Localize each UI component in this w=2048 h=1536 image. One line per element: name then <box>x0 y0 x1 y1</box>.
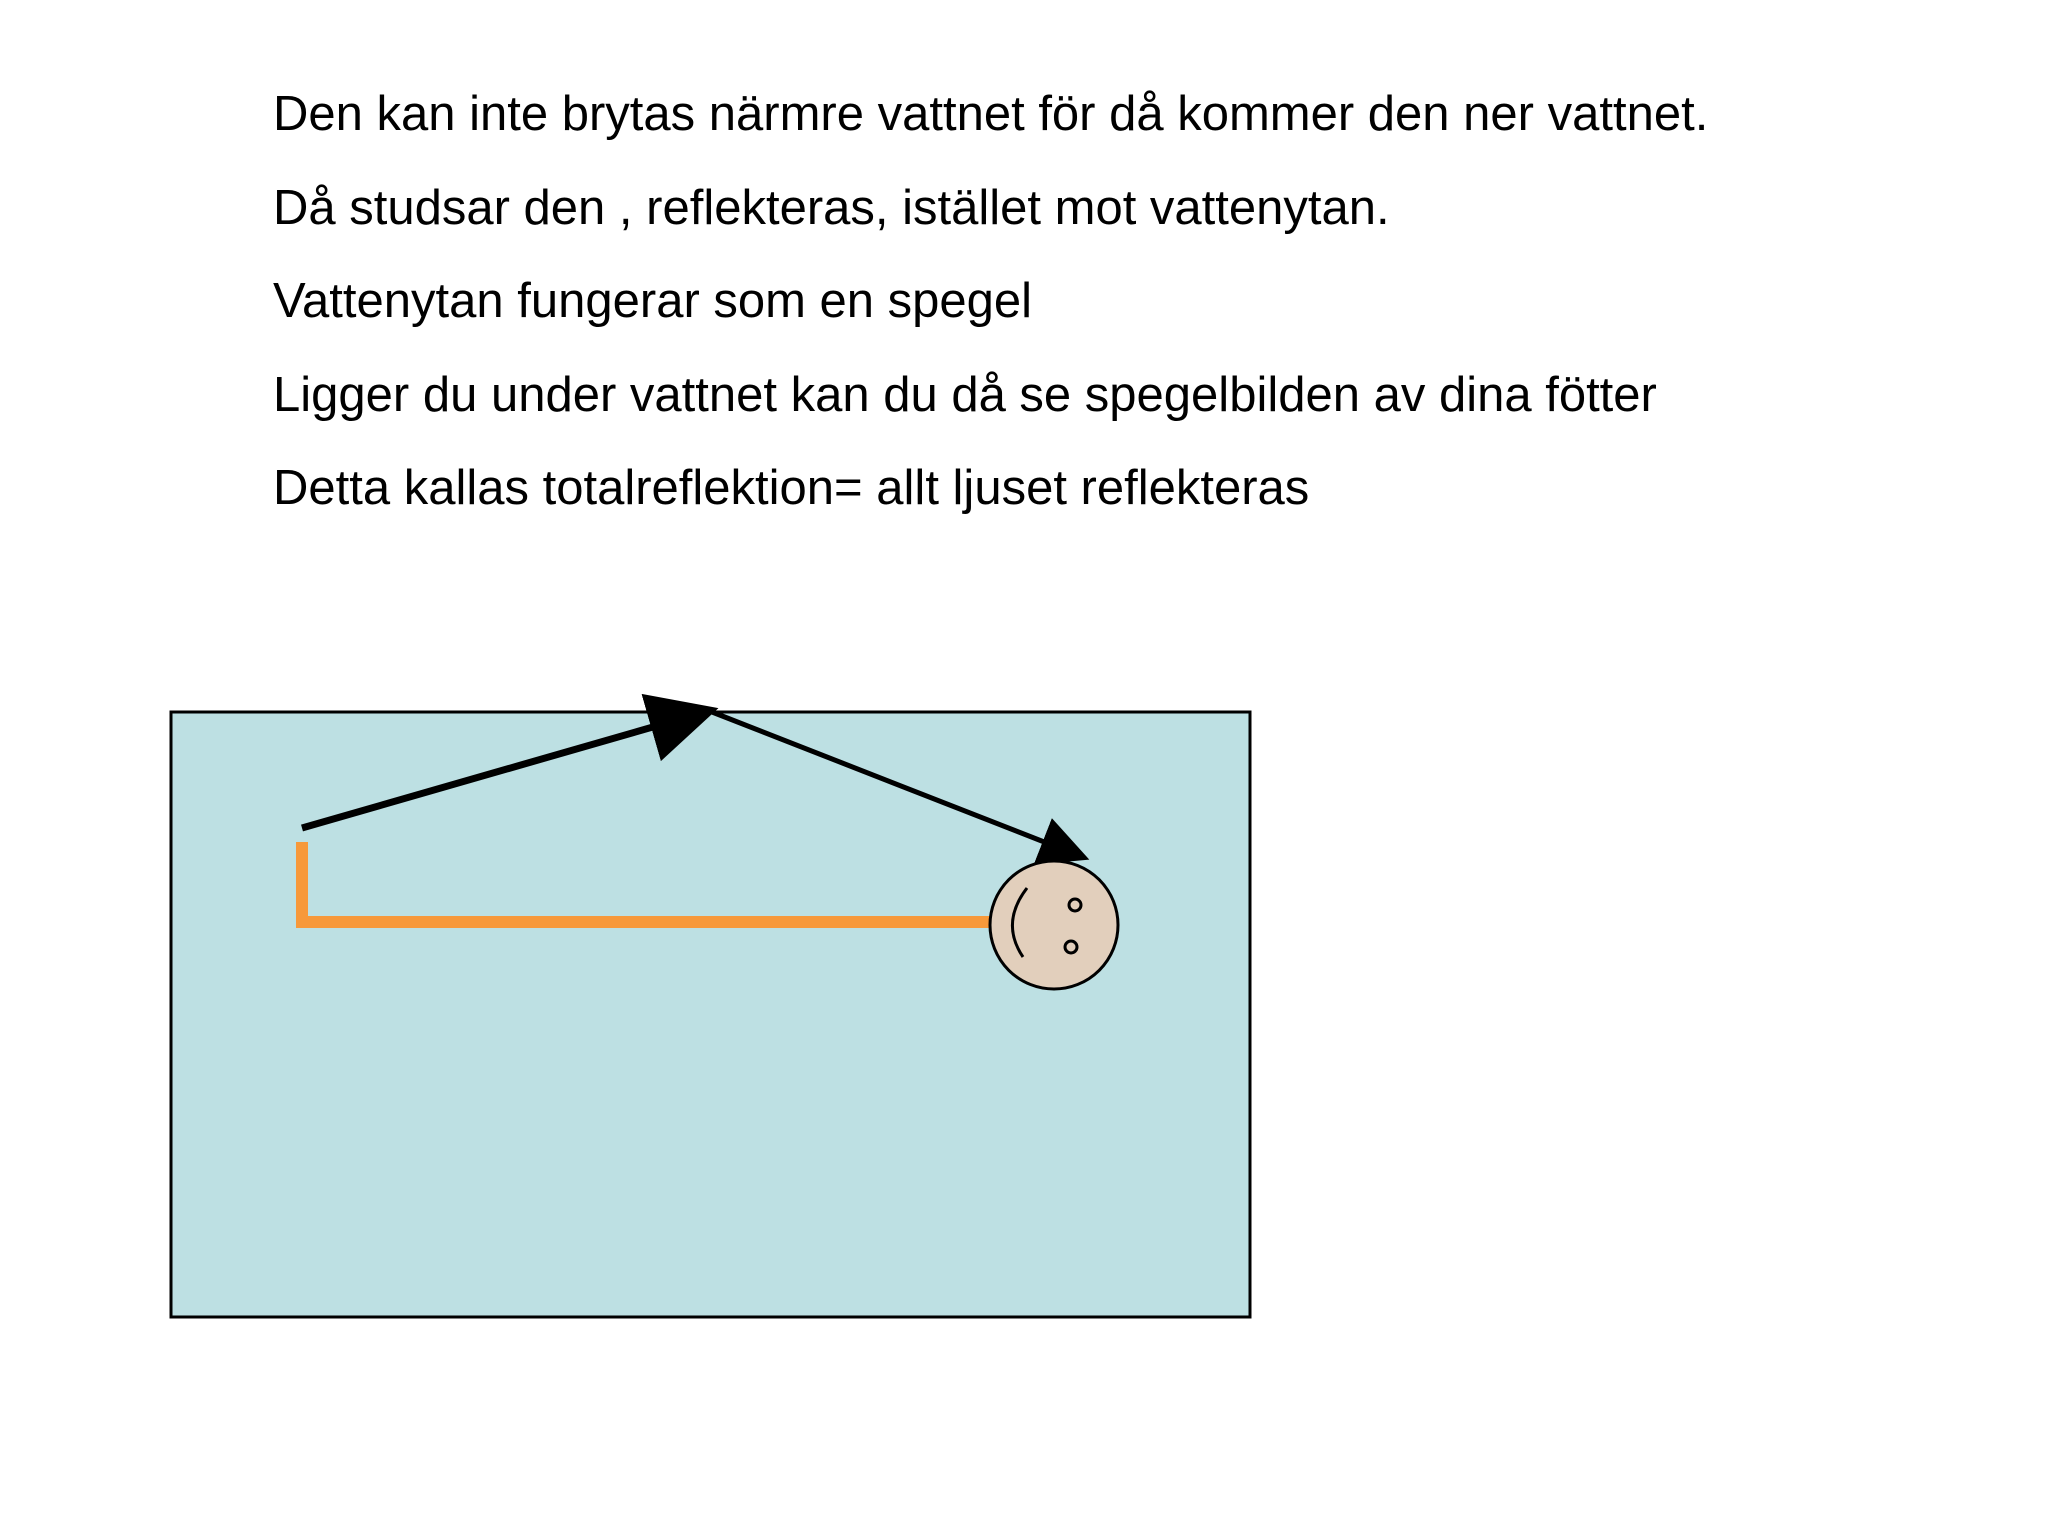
text-line-5: Detta kallas totalreflektion= allt ljuset reflekteras <box>273 461 1310 515</box>
person-head <box>990 861 1118 989</box>
text-line-4: Ligger du under vattnet kan du då se spegelbilden av dina fötter <box>273 367 1657 422</box>
eye-lower <box>1065 941 1077 953</box>
text-line-2: Då studsar den , reflekteras, istället mot vattenytan. <box>273 180 1390 235</box>
eye-upper <box>1069 899 1081 911</box>
text-line-1: Den kan inte brytas närmre vattnet för då kommer den ner vattnet. <box>273 87 1709 141</box>
water-pool <box>171 712 1250 1317</box>
face-circle <box>990 861 1118 989</box>
text-line-3: Vattenytan fungerar som en spegel <box>273 274 1033 328</box>
